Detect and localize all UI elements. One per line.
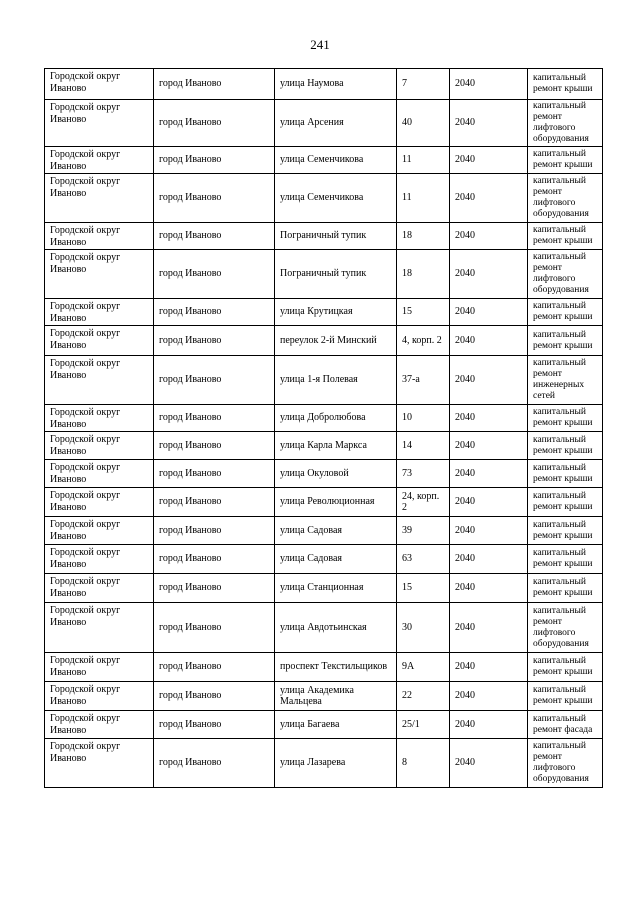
district-cell: Городской округ Иваново	[45, 223, 154, 250]
district-cell: Городской округ Иваново	[45, 174, 154, 223]
street-cell: улица Наумова	[275, 69, 397, 100]
year-cell: 2040	[450, 356, 528, 405]
house-number-cell: 15	[397, 574, 450, 603]
district-cell: Городской округ Иваново	[45, 574, 154, 603]
district-cell: Городской округ Иваново	[45, 326, 154, 356]
work-type-cell: капитальный ремонт крыши	[528, 488, 603, 517]
house-number-cell: 18	[397, 250, 450, 299]
house-number-cell: 15	[397, 299, 450, 326]
street-cell: улица Революционная	[275, 488, 397, 517]
table-row	[45, 405, 603, 432]
street-cell: Пограничный тупик	[275, 250, 397, 299]
street-cell: улица Садовая	[275, 545, 397, 574]
settlement-cell: город Иваново	[154, 739, 275, 788]
house-number-cell: 8	[397, 739, 450, 788]
street-cell: Пограничный тупик	[275, 223, 397, 250]
street-cell: улица 1-я Полевая	[275, 356, 397, 405]
district-cell: Городской округ Иваново	[45, 682, 154, 711]
district-cell: Городской округ Иваново	[45, 545, 154, 574]
house-number-cell: 25/1	[397, 711, 450, 739]
settlement-cell: город Иваново	[154, 653, 275, 682]
street-cell: переулок 2-й Минский	[275, 326, 397, 356]
year-cell: 2040	[450, 711, 528, 739]
work-type-cell: капитальный ремонт крыши	[528, 432, 603, 460]
work-type-cell: капитальный ремонт крыши	[528, 69, 603, 100]
table-row	[45, 299, 603, 326]
table-row	[45, 460, 603, 488]
street-cell: улица Добролюбова	[275, 405, 397, 432]
table-row	[45, 174, 603, 223]
year-cell: 2040	[450, 488, 528, 517]
district-cell: Городской округ Иваново	[45, 69, 154, 100]
year-cell: 2040	[450, 405, 528, 432]
year-cell: 2040	[450, 250, 528, 299]
table-row	[45, 356, 603, 405]
settlement-cell: город Иваново	[154, 223, 275, 250]
table-row	[45, 603, 603, 653]
settlement-cell: город Иваново	[154, 460, 275, 488]
year-cell: 2040	[450, 299, 528, 326]
street-cell: улица Окуловой	[275, 460, 397, 488]
street-cell: улица Авдотьинская	[275, 603, 397, 653]
settlement-cell: город Иваново	[154, 405, 275, 432]
settlement-cell: город Иваново	[154, 711, 275, 739]
table-row	[45, 653, 603, 682]
work-type-cell: капитальный ремонт крыши	[528, 460, 603, 488]
street-cell: улица Станционная	[275, 574, 397, 603]
street-cell: улица Академика Мальцева	[275, 682, 397, 711]
settlement-cell: город Иваново	[154, 100, 275, 147]
settlement-cell: город Иваново	[154, 545, 275, 574]
table-row	[45, 517, 603, 545]
house-number-cell: 11	[397, 174, 450, 223]
table-row	[45, 739, 603, 788]
district-cell: Городской округ Иваново	[45, 517, 154, 545]
district-cell: Городской округ Иваново	[45, 739, 154, 788]
table-row	[45, 147, 603, 174]
table-row	[45, 682, 603, 711]
street-cell: улица Багаева	[275, 711, 397, 739]
work-type-cell: капитальный ремонт крыши	[528, 517, 603, 545]
year-cell: 2040	[450, 147, 528, 174]
work-type-cell: капитальный ремонт лифтового оборудования	[528, 739, 603, 788]
work-type-cell: капитальный ремонт лифтового оборудования	[528, 250, 603, 299]
table-body	[45, 69, 603, 788]
street-cell: улица Лазарева	[275, 739, 397, 788]
settlement-cell: город Иваново	[154, 250, 275, 299]
district-cell: Городской округ Иваново	[45, 250, 154, 299]
year-cell: 2040	[450, 432, 528, 460]
street-cell: улица Семенчикова	[275, 147, 397, 174]
table-row	[45, 545, 603, 574]
house-number-cell: 9А	[397, 653, 450, 682]
work-type-cell: капитальный ремонт крыши	[528, 653, 603, 682]
house-number-cell: 18	[397, 223, 450, 250]
district-cell: Городской округ Иваново	[45, 460, 154, 488]
work-type-cell: капитальный ремонт крыши	[528, 405, 603, 432]
settlement-cell: город Иваново	[154, 356, 275, 405]
district-cell: Городской округ Иваново	[45, 299, 154, 326]
settlement-cell: город Иваново	[154, 69, 275, 100]
year-cell: 2040	[450, 69, 528, 100]
table-row	[45, 250, 603, 299]
street-cell: улица Садовая	[275, 517, 397, 545]
work-type-cell: капитальный ремонт крыши	[528, 545, 603, 574]
district-cell: Городской округ Иваново	[45, 653, 154, 682]
house-number-cell: 22	[397, 682, 450, 711]
table-row	[45, 326, 603, 356]
table-row	[45, 711, 603, 739]
year-cell: 2040	[450, 545, 528, 574]
page-number: 241	[310, 37, 330, 52]
year-cell: 2040	[450, 517, 528, 545]
work-type-cell: капитальный ремонт лифтового оборудования	[528, 100, 603, 147]
house-number-cell: 14	[397, 432, 450, 460]
work-type-cell: капитальный ремонт фасада	[528, 711, 603, 739]
table-row	[45, 432, 603, 460]
settlement-cell: город Иваново	[154, 574, 275, 603]
district-cell: Городской округ Иваново	[45, 432, 154, 460]
table-row	[45, 488, 603, 517]
district-cell: Городской округ Иваново	[45, 147, 154, 174]
street-cell: улица Крутицкая	[275, 299, 397, 326]
year-cell: 2040	[450, 574, 528, 603]
year-cell: 2040	[450, 653, 528, 682]
house-number-cell: 37-а	[397, 356, 450, 405]
house-number-cell: 39	[397, 517, 450, 545]
year-cell: 2040	[450, 739, 528, 788]
house-number-cell: 11	[397, 147, 450, 174]
work-type-cell: капитальный ремонт крыши	[528, 299, 603, 326]
work-type-cell: капитальный ремонт инженерных сетей	[528, 356, 603, 405]
work-type-cell: капитальный ремонт крыши	[528, 147, 603, 174]
work-type-cell: капитальный ремонт крыши	[528, 574, 603, 603]
settlement-cell: город Иваново	[154, 682, 275, 711]
table-row	[45, 574, 603, 603]
house-number-cell: 7	[397, 69, 450, 100]
district-cell: Городской округ Иваново	[45, 488, 154, 517]
settlement-cell: город Иваново	[154, 517, 275, 545]
house-number-cell: 73	[397, 460, 450, 488]
house-number-cell: 4, корп. 2	[397, 326, 450, 356]
street-cell: улица Арсения	[275, 100, 397, 147]
house-number-cell: 24, корп. 2	[397, 488, 450, 517]
year-cell: 2040	[450, 326, 528, 356]
work-type-cell: капитальный ремонт лифтового оборудования	[528, 603, 603, 653]
settlement-cell: город Иваново	[154, 147, 275, 174]
settlement-cell: город Иваново	[154, 488, 275, 517]
repair-schedule-table	[44, 68, 603, 788]
table-row	[45, 223, 603, 250]
year-cell: 2040	[450, 682, 528, 711]
work-type-cell: капитальный ремонт крыши	[528, 682, 603, 711]
year-cell: 2040	[450, 603, 528, 653]
year-cell: 2040	[450, 174, 528, 223]
house-number-cell: 10	[397, 405, 450, 432]
house-number-cell: 63	[397, 545, 450, 574]
settlement-cell: город Иваново	[154, 174, 275, 223]
settlement-cell: город Иваново	[154, 603, 275, 653]
settlement-cell: город Иваново	[154, 299, 275, 326]
district-cell: Городской округ Иваново	[45, 603, 154, 653]
table-row	[45, 100, 603, 147]
district-cell: Городской округ Иваново	[45, 100, 154, 147]
settlement-cell: город Иваново	[154, 432, 275, 460]
work-type-cell: капитальный ремонт крыши	[528, 223, 603, 250]
house-number-cell: 30	[397, 603, 450, 653]
year-cell: 2040	[450, 223, 528, 250]
district-cell: Городской округ Иваново	[45, 711, 154, 739]
street-cell: улица Семенчикова	[275, 174, 397, 223]
work-type-cell: капитальный ремонт лифтового оборудования	[528, 174, 603, 223]
street-cell: проспект Текстильщиков	[275, 653, 397, 682]
street-cell: улица Карла Маркса	[275, 432, 397, 460]
district-cell: Городской округ Иваново	[45, 356, 154, 405]
settlement-cell: город Иваново	[154, 326, 275, 356]
year-cell: 2040	[450, 460, 528, 488]
house-number-cell: 40	[397, 100, 450, 147]
district-cell: Городской округ Иваново	[45, 405, 154, 432]
year-cell: 2040	[450, 100, 528, 147]
table-row	[45, 69, 603, 100]
work-type-cell: капитальный ремонт крыши	[528, 326, 603, 356]
